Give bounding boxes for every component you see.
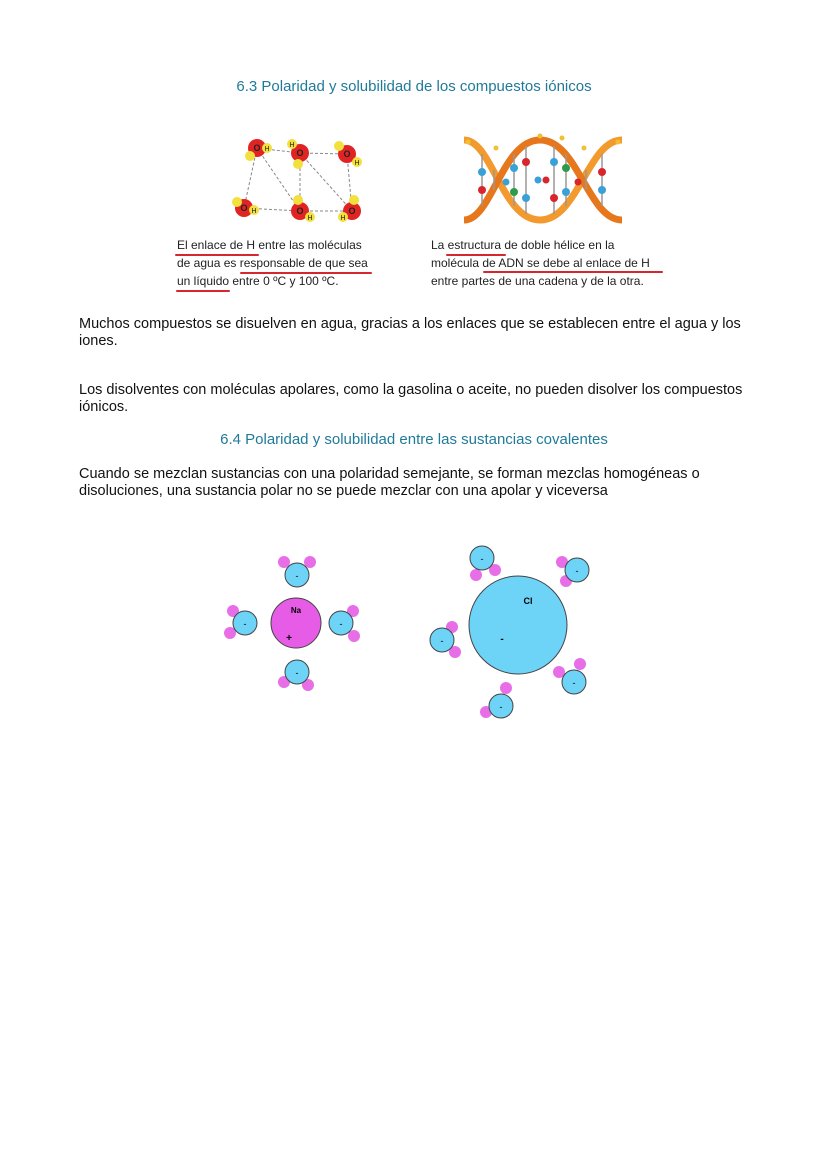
- dna-double-helix-figure: [462, 132, 624, 228]
- svg-text:-: -: [500, 634, 504, 645]
- svg-text:Na: Na: [290, 606, 302, 615]
- section-heading-6-4: 6.4 Polaridad y solubilidad entre las sustancias covalentes: [220, 431, 608, 448]
- svg-text:-: -: [339, 619, 343, 629]
- svg-text:O: O: [348, 206, 356, 216]
- highlight-underline: [483, 271, 663, 273]
- svg-text:-: -: [440, 636, 444, 646]
- svg-text:-: -: [480, 554, 484, 564]
- sodium-ion: [271, 598, 321, 648]
- ion-hydration-figure: [218, 540, 598, 724]
- highlight-underline: [446, 254, 506, 256]
- svg-text:H: H: [289, 142, 295, 149]
- svg-text:H: H: [307, 215, 313, 222]
- section-heading-6-3: 6.3 Polaridad y solubilidad de los compuestos iónicos: [236, 78, 592, 95]
- caption-line: entre partes de una cadena y de la otra.: [431, 274, 644, 288]
- svg-text:H: H: [354, 160, 360, 167]
- svg-text:-: -: [575, 566, 579, 576]
- caption-line: un líquido entre 0 ºC y 100 ºC.: [177, 274, 339, 288]
- svg-text:+: +: [286, 633, 292, 644]
- caption-line: molécula de ADN se debe al enlace de H: [431, 256, 650, 270]
- caption-line: El enlace de H entre las moléculas: [177, 238, 362, 252]
- water-figure-caption: [177, 236, 368, 290]
- dna-figure-caption: [431, 236, 650, 290]
- svg-text:H: H: [340, 215, 346, 222]
- svg-text:O: O: [253, 143, 261, 153]
- svg-text:-: -: [295, 571, 299, 581]
- svg-text:O: O: [343, 149, 351, 159]
- svg-text:H: H: [264, 146, 270, 153]
- caption-line: de agua es responsable de que sea: [177, 256, 368, 270]
- svg-text:O: O: [296, 206, 304, 216]
- caption-line: La estructura de doble hélice en la: [431, 238, 615, 252]
- svg-text:O: O: [240, 203, 248, 213]
- paragraph-ionic-solubility: Muchos compuestos se disuelven en agua, gracias a los enlaces que se establecen entre el agua y los iones.: [79, 316, 741, 349]
- water-molecules: [232, 139, 362, 222]
- svg-text:Cl: Cl: [523, 596, 533, 606]
- highlight-underline: [176, 290, 230, 292]
- highlight-underline: [175, 254, 259, 256]
- svg-text:H: H: [251, 208, 257, 215]
- svg-text:-: -: [499, 702, 503, 712]
- paragraph-covalent-solubility: Cuando se mezclan sustancias con una polaridad semejante, se forman mezclas homogéneas o disoluciones, una sustancia polar no se puede mezclar con una apolar y viceversa: [79, 466, 700, 499]
- chloride-ion: [469, 576, 567, 674]
- svg-text:O: O: [296, 148, 304, 158]
- svg-text:-: -: [243, 619, 247, 629]
- water-hydrogen-bond-figure: [232, 136, 367, 228]
- svg-text:-: -: [572, 678, 576, 688]
- paragraph-apolar-solvents: Los disolventes con moléculas apolares, como la gasolina o aceite, no pueden disolver los compuestos iónicos.: [79, 382, 743, 415]
- svg-text:-: -: [295, 668, 299, 678]
- highlight-underline: [240, 272, 372, 274]
